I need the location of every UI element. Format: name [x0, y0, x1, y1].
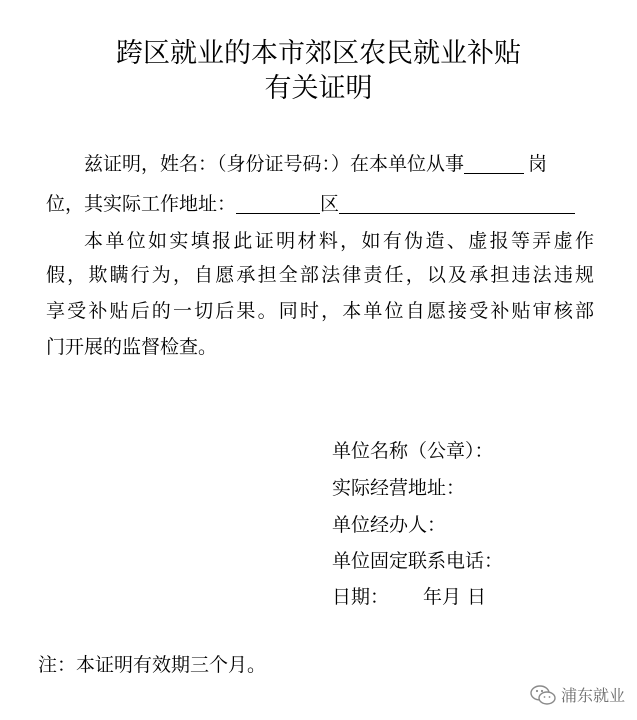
validity-note: 注：本证明有效期三个月。	[38, 654, 267, 676]
watermark	[529, 683, 625, 706]
body-text-p1c: 位，其实际工作地址：	[46, 193, 237, 215]
address-label: 实际经营地址：	[332, 477, 466, 499]
body-text-p1b: 岗	[528, 153, 548, 175]
watermark-text: 浦东就业	[560, 686, 625, 705]
address-blank	[339, 194, 575, 214]
body-line-3: 本单位如实填报此证明材料，如有伪造、虚报等弄虚作	[84, 230, 594, 252]
body-line-2	[46, 194, 575, 214]
body-text-p1a: 兹证明，姓名：（身份证号码：）在本单位从事	[84, 153, 465, 175]
handler-label: 单位经办人：	[332, 514, 447, 536]
body-line-5: 享受补贴后的一切后果。同时，本单位自愿接受补贴审核部	[46, 300, 594, 322]
body-line-4: 假，欺瞒行为，自愿承担全部法律责任，以及承担违法违规	[46, 264, 594, 286]
body-line-6: 门开展的监督检查。	[46, 336, 218, 358]
body-line-1	[84, 154, 547, 174]
date-value: 年月 日	[423, 586, 487, 608]
body-text-p1d: 区	[320, 193, 340, 215]
wechat-icon	[529, 684, 557, 706]
position-blank	[464, 154, 524, 174]
date-row	[332, 588, 486, 607]
document-subtitle: 有关证明	[264, 73, 373, 104]
phone-label: 单位固定联系电话：	[332, 550, 504, 572]
district-blank	[236, 194, 320, 214]
document-title: 跨区就业的本市郊区农民就业补贴	[116, 38, 521, 69]
date-label: 日期：	[332, 586, 390, 608]
unit-name-label: 单位名称（公章）：	[332, 440, 494, 462]
